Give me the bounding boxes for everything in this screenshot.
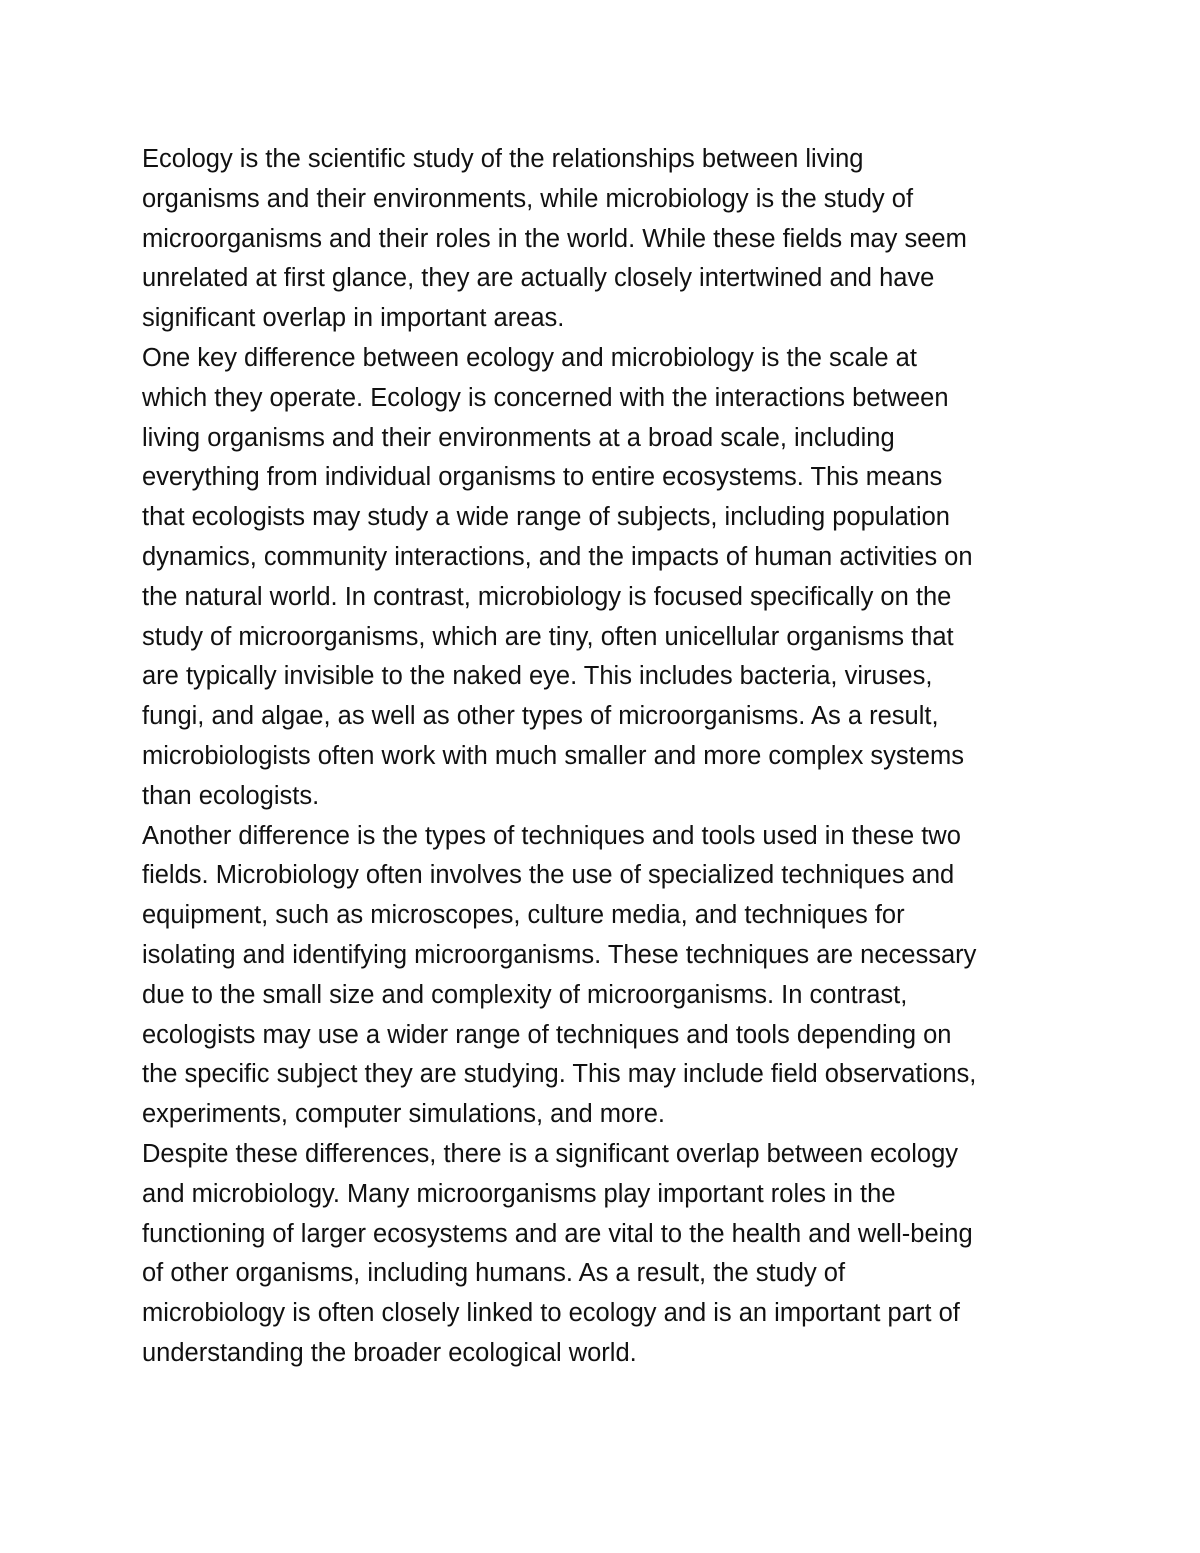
text-line: isolating and identifying microorganisms. These techniques are necessary	[142, 940, 977, 969]
text-line: Despite these differences, there is a significant overlap between ecology	[142, 1139, 959, 1168]
text-line: than ecologists.	[142, 781, 320, 810]
text-line: of other organisms, including humans. As a result, the study of	[142, 1259, 846, 1288]
text-line: unrelated at first glance, they are actually closely intertwined and have	[142, 264, 935, 293]
text-line: living organisms and their environments at a broad scale, including	[142, 423, 895, 452]
text-line: everything from individual organisms to entire ecosystems. This means	[142, 463, 943, 492]
text-line: Ecology is the scientific study of the relationships between living	[142, 145, 864, 173]
text-line: microbiology is often closely linked to ecology and is an important part of	[142, 1299, 960, 1328]
text-line: organisms and their environments, while microbiology is the study of	[142, 184, 914, 213]
text-line: the specific subject they are studying. This may include field observations,	[142, 1060, 977, 1089]
text-line: fungi, and algae, as well as other types of microorganisms. As a result,	[142, 702, 939, 731]
text-line: are typically invisible to the naked eye. This includes bacteria, viruses,	[142, 662, 933, 691]
text-line: due to the small size and complexity of microorganisms. In contrast,	[142, 980, 908, 1009]
text-line: functioning of larger ecosystems and are vital to the health and well-being	[142, 1219, 973, 1248]
text-line: fields. Microbiology often involves the use of specialized techniques and	[142, 861, 955, 890]
text-line: dynamics, community interactions, and the impacts of human activities on	[142, 542, 973, 571]
text-line: equipment, such as microscopes, culture media, and techniques for	[142, 901, 905, 930]
text-line: ecologists may use a wider range of techniques and tools depending on	[142, 1020, 952, 1049]
text-line: experiments, computer simulations, and more.	[142, 1100, 665, 1129]
text-line: One key difference between ecology and microbiology is the scale at	[142, 343, 917, 372]
text-line: significant overlap in important areas.	[142, 304, 565, 333]
text-line: and microbiology. Many microorganisms play important roles in the	[142, 1179, 896, 1208]
text-line: Another difference is the types of techniques and tools used in these two	[142, 821, 961, 850]
text-line: the natural world. In contrast, microbiology is focused specifically on the	[142, 582, 952, 611]
text-line: study of microorganisms, which are tiny, often unicellular organisms that	[142, 622, 954, 651]
text-line: which they operate. Ecology is concerned with the interactions between	[142, 383, 949, 412]
text-line: understanding the broader ecological world.	[142, 1338, 637, 1367]
text-line: microorganisms and their roles in the world. While these fields may seem	[142, 224, 967, 253]
text-line: microbiologists often work with much smaller and more complex systems	[142, 741, 964, 770]
text-line: that ecologists may study a wide range of subjects, including population	[142, 503, 950, 532]
document-body	[142, 140, 1062, 1374]
